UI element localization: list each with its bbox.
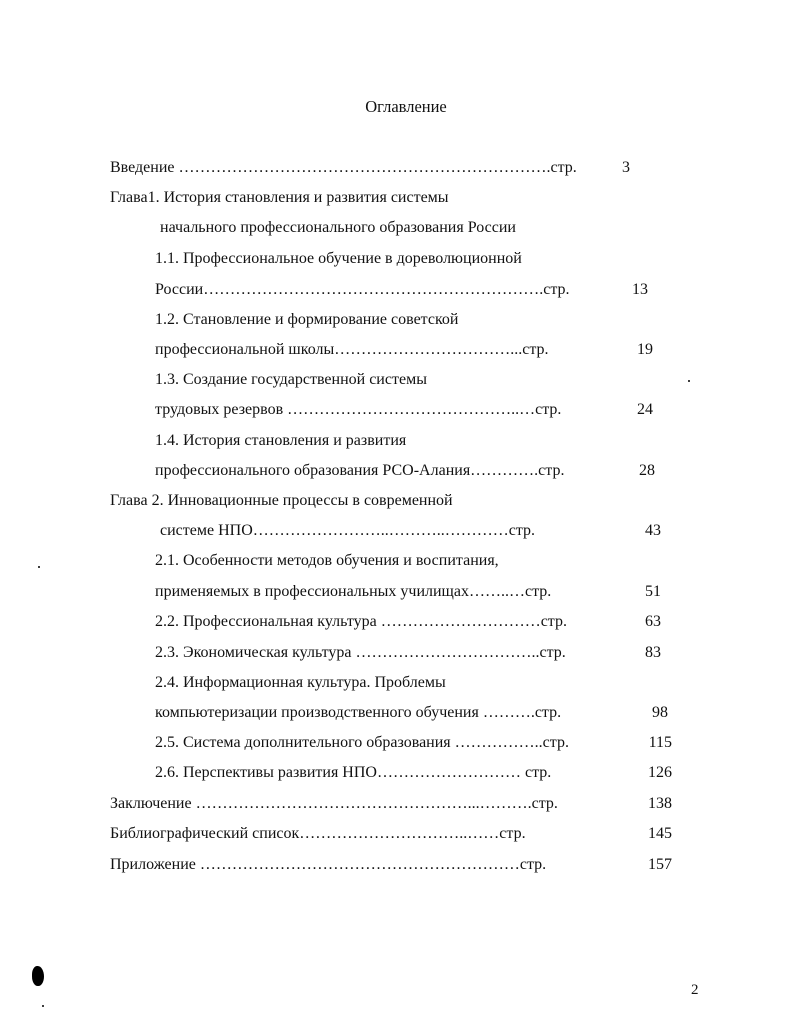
toc-page-number: 157 — [648, 856, 672, 873]
toc-page-number: 19 — [637, 341, 653, 358]
page-number: 2 — [691, 982, 699, 998]
toc-page-number: 138 — [648, 795, 672, 812]
toc-line: 1.1. Профессиональное обучение в дореволюционной — [155, 250, 522, 267]
scan-speck — [32, 966, 44, 986]
toc-line: России……………………………………………………….стр. — [155, 281, 570, 298]
toc-line: начального профессионального образования России — [160, 219, 516, 236]
toc-line: Глава 2. Инновационные процессы в современной — [110, 492, 453, 509]
toc-page-number: 3 — [622, 159, 630, 176]
scan-speck — [42, 1005, 44, 1007]
toc-line: 2.3. Экономическая культура ……………………………..стр. — [155, 644, 566, 661]
toc-page-number: 98 — [652, 704, 668, 721]
toc-page-number: 63 — [645, 613, 661, 630]
toc-page-number: 13 — [632, 281, 648, 298]
toc-page-number: 126 — [648, 764, 672, 781]
toc-page-number: 51 — [645, 583, 661, 600]
toc-line: 1.2. Становление и формирование советской — [155, 311, 459, 328]
toc-line: трудовых резервов ……………………………………..…стр. — [155, 401, 562, 418]
toc-line: компьютеризации производственного обучения ……….стр. — [155, 704, 562, 721]
toc-line: системе НПО……………………..………..…………стр. — [160, 522, 536, 539]
toc-page-number: 43 — [645, 522, 661, 539]
scan-speck — [688, 380, 690, 382]
toc-page-number: 145 — [648, 825, 672, 842]
toc-line: Введение …………………………………………………………….стр. — [110, 159, 577, 176]
toc-line: 2.5. Система дополнительного образования ……………..стр. — [155, 734, 569, 751]
toc-page-number: 28 — [639, 462, 655, 479]
toc-line: применяемых в профессиональных училищах……..…стр. — [155, 583, 552, 600]
page-title: Оглавление — [365, 97, 447, 116]
toc-line: 2.1. Особенности методов обучения и воспитания, — [155, 552, 499, 569]
toc-line: профессионального образования РСО-Алания………….стр. — [155, 462, 565, 479]
toc-page-number: 115 — [648, 734, 672, 751]
toc-line: Приложение ……………………………………………………стр. — [110, 856, 547, 873]
toc-line: профессиональной школы……………………………...стр. — [155, 341, 549, 358]
toc-line: 2.4. Информационная культура. Проблемы — [155, 674, 446, 691]
toc-line: 1.4. История становления и развития — [155, 432, 407, 449]
scan-speck — [38, 566, 40, 568]
toc-line: Библиографический список…………………………..……стр. — [110, 825, 526, 842]
toc-page-number: 24 — [637, 401, 653, 418]
toc-line: 2.2. Профессиональная культура …………………………стр. — [155, 613, 567, 630]
toc-line: 2.6. Перспективы развития НПО……………………… стр. — [155, 764, 552, 781]
toc-page-number: 83 — [645, 644, 661, 661]
toc-line: Глава1. История становления и развития системы — [110, 189, 449, 206]
toc-line: Заключение ……………………………………………...……….стр. — [110, 795, 558, 812]
toc-line: 1.3. Создание государственной системы — [155, 371, 427, 388]
